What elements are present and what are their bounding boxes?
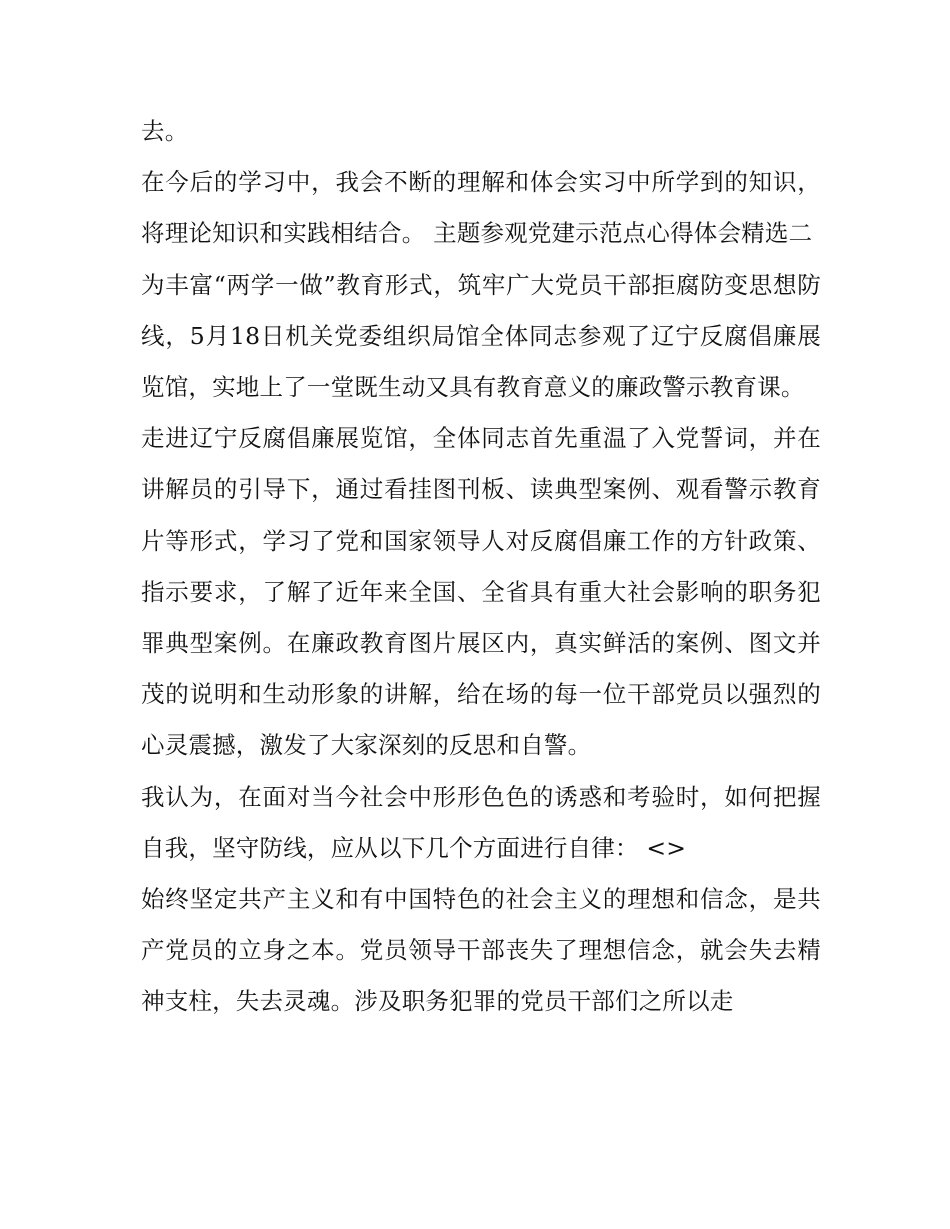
paragraph-exhibition-description: 走进辽宁反腐倡廉展览馆，全体同志首先重温了入党誓词，并在讲解员的引导下，通过看挂图刊板、读典型案例、观看警示教育片等形式，学习了党和国家领导人对反腐倡廉工作的方针政策、指示要求，了解了近年来全国、全省具有重大社会影响的职务犯罪典型案例。在廉政教育图片展区内，真实鲜活的案例、图文并茂的说明和生动形象的讲解，给在场的每一位干部党员以强烈的心灵震撼，激发了大家深刻的反思和自警。 <box>141 424 821 760</box>
paragraph-learning-summary: 在今后的学习中，我会不断的理解和体会实习中所学到的知识，将理论知识和实践相结合。 主题参观党建示范点心得体会精选二 <box>141 168 821 248</box>
paragraph-ideals-beliefs: 始终坚定共产主义和有中国特色的社会主义的理想和信念，是共产党员的立身之本。党员领导干部丧失了理想信念，就会失去精神支柱，失去灵魂。涉及职务犯罪的党员干部们之所以走 <box>141 885 821 1016</box>
paragraph-continuation: 去。 <box>141 117 189 145</box>
document-body <box>141 106 821 1028</box>
paragraph-self-discipline: 我认为，在面对当今社会中形形色色的诱惑和考验时，如何把握自我，坚守防线，应从以下几个方面进行自律： <> <box>141 782 821 862</box>
paragraph-visit-intro: 为丰富“两学一做”教育形式，筑牢广大党员干部拒腐防变思想防线，5月18日机关党委组织局馆全体同志参观了辽宁反腐倡廉展览馆，实地上了一堂既生动又具有教育意义的廉政警示教育课。 <box>141 270 821 402</box>
